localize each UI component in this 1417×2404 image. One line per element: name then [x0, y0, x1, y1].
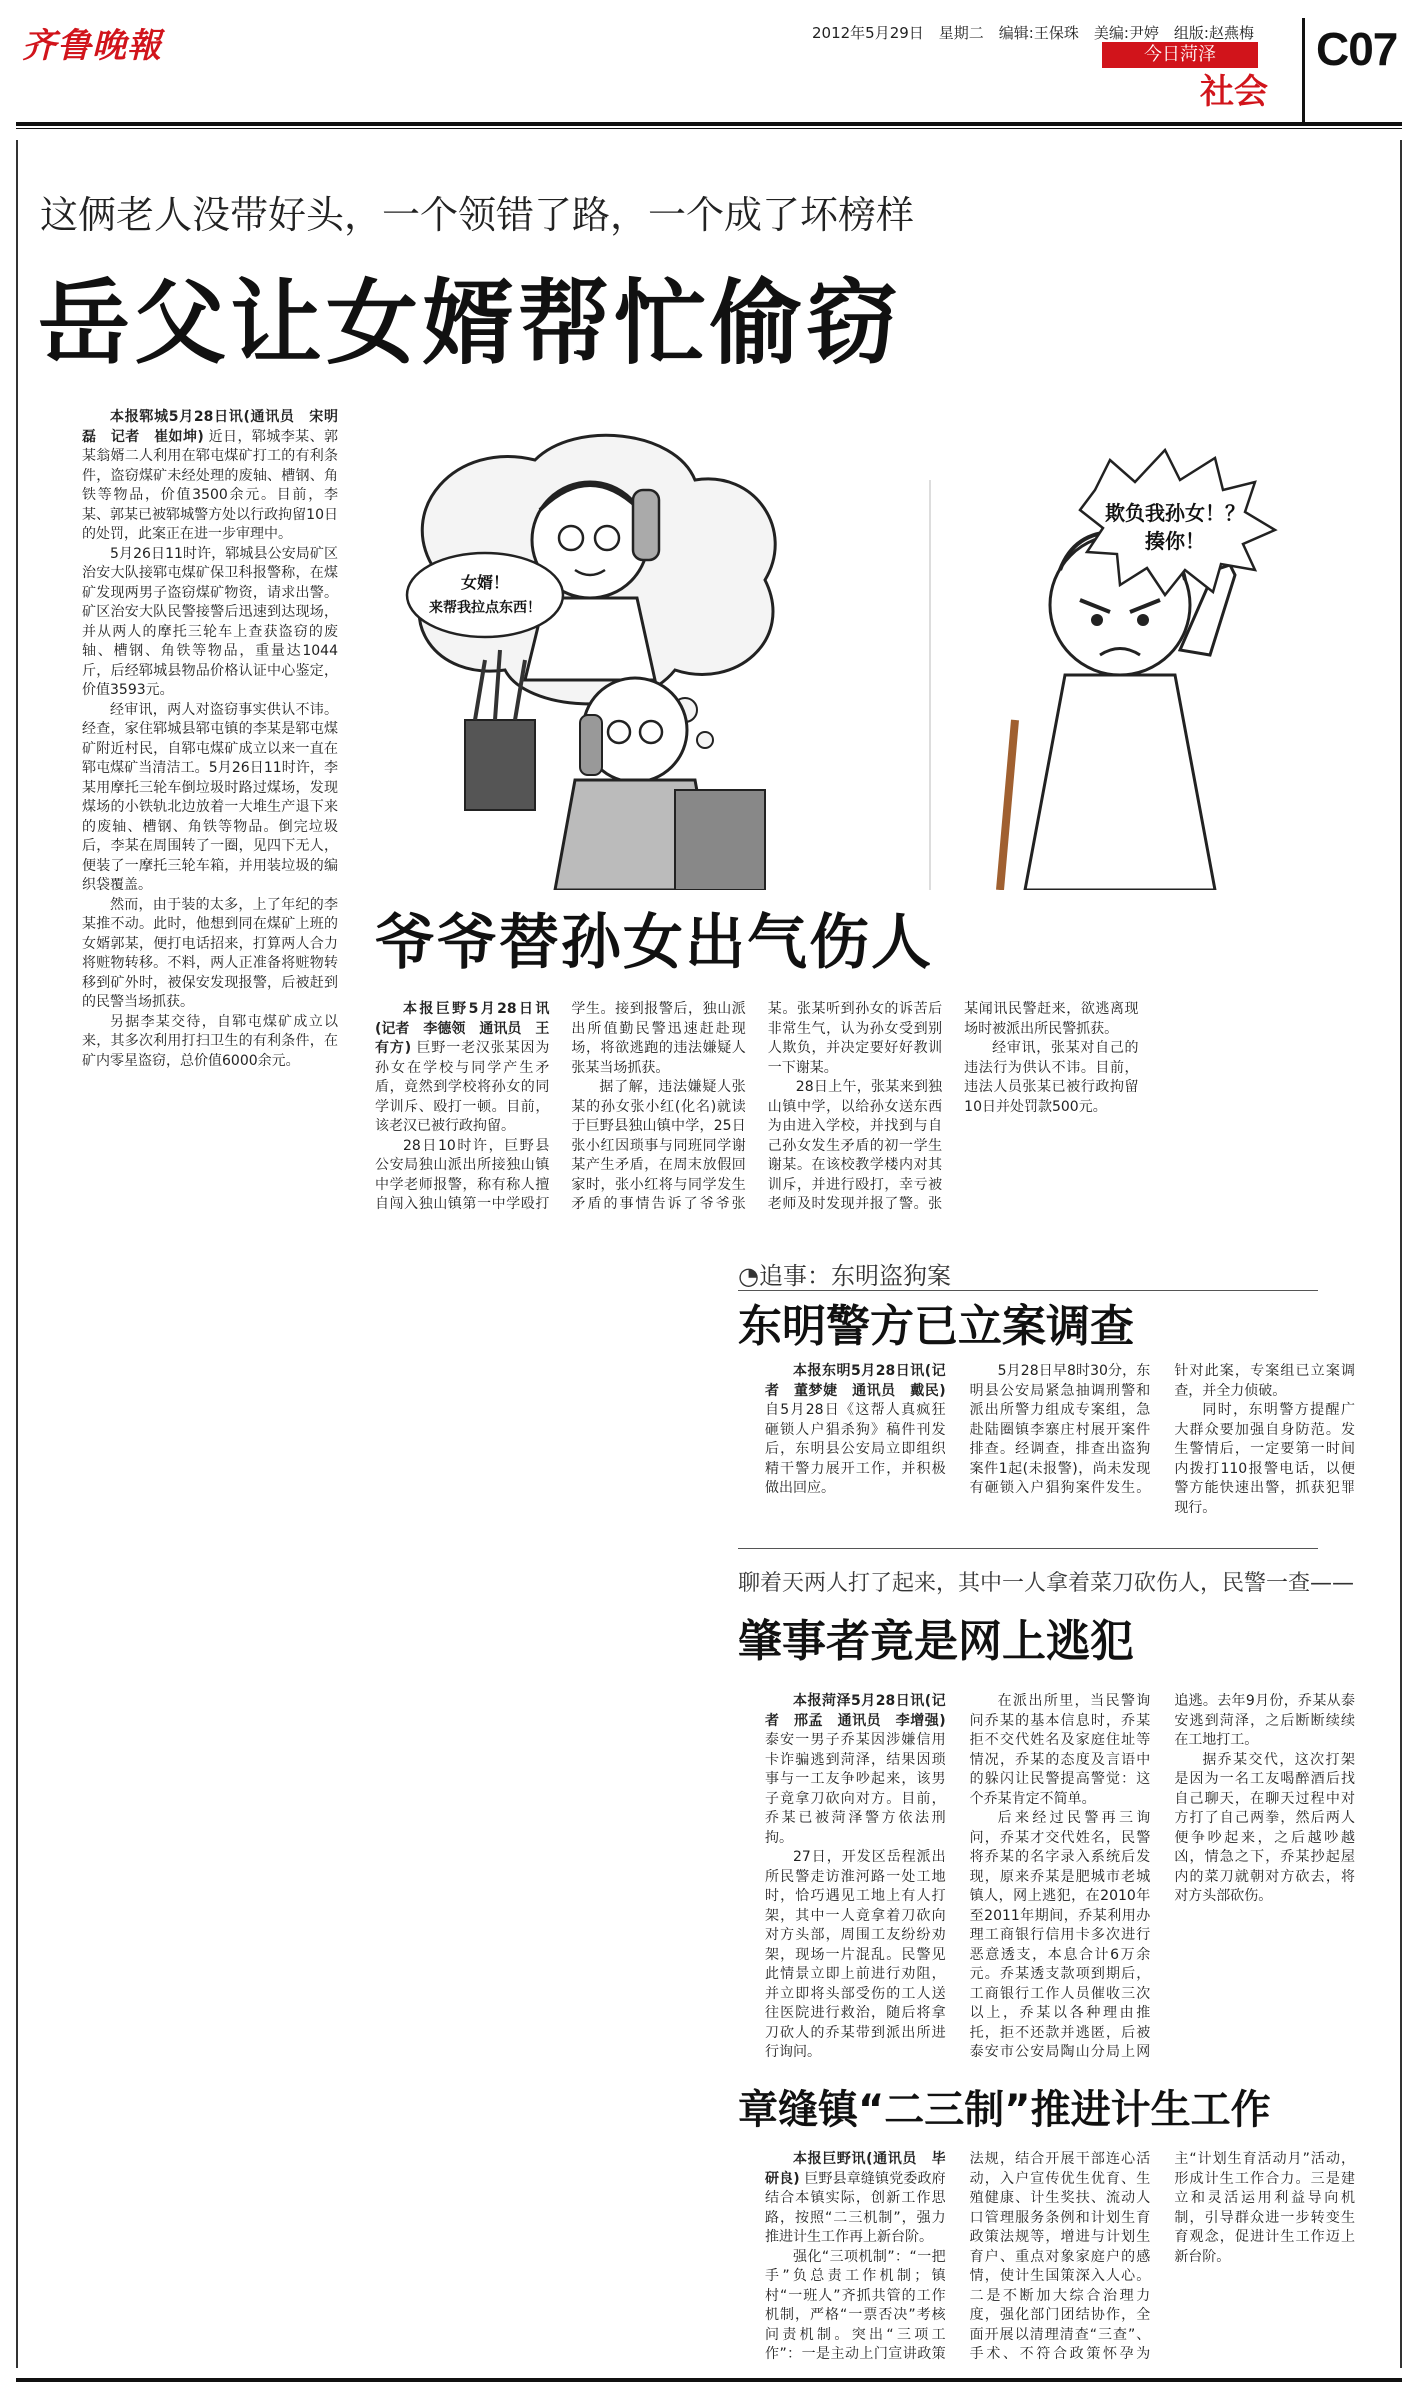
story1-body — [82, 408, 338, 1071]
story3-dateline: 本报东明5月28日讯(记者 董梦婕 通讯员 戴民) — [765, 1363, 946, 1399]
story1-kicker: 这俩老人没带好头，一个领错了路，一个成了坏榜样 — [40, 193, 915, 237]
story2-p2: 28日10时许，巨野县公安局独山派出所接独山镇中学老师报警，称有称人擅自闯入独山镇第一中学殴打学生。接到报警后，独山派出所值勤民警迅速赶赴现场，将欲逃跑的违法嫌疑人张某当场抓获。 — [375, 1001, 746, 1212]
frame-left — [16, 140, 18, 2368]
story3-body — [765, 1362, 1355, 1537]
story2-p1: 巨野一老汉张某因为孙女在学校与同学产生矛盾，竟然到学校将孙女的同学训斥、殴打一顿。目前，该老汉已被行政拘留。 — [375, 1040, 550, 1134]
cartoon-bubble-right: 欺负我孙女！？ — [1105, 501, 1245, 525]
story2-headline: 爷爷替孙女出气伤人 — [375, 908, 933, 978]
story4-p1: 泰安一男子乔某因涉嫌信用卡诈骗逃到菏泽，结果因琐事与一工友争吵起来，该男子竟拿刀砍向对方。目前，乔某已被菏泽警方依法刑拘。 — [765, 1732, 946, 1846]
top-rule-thin — [16, 128, 1402, 129]
story4-top-rule — [738, 1548, 1318, 1549]
story3-kicker-text: 追事：东明盗狗案 — [758, 1262, 951, 1290]
story4-headline: 肇事者竟是网上逃犯 — [738, 1616, 1134, 1667]
story1-p5: 另据李某交待，自郓屯煤矿成立以来，其多次利用打扫卫生的有利条件，在矿内零星盗窃，总价值6000余元。 — [82, 1013, 338, 1069]
masthead-divider — [1302, 18, 1305, 122]
story4-p4: 后来经过民警再三询问，乔某才交代姓名，民警将乔某的名字录入系统后发现，原来乔某是肥城市老城镇人，网上逃犯，在2010年至2011年期间，乔某利用办理工商银行信用卡多次进行恶意透支，本息合计6万余元。乔某透支款项到期后，工商银行工作人员催收三次以上，乔某以各种理由推托，拒不还款并逃匿，后被泰安市公安局陶山分局上网追逃。去年9月份，乔某从泰安逃到菏泽，之后断断续续在工地打工。 — [969, 1693, 1355, 2060]
story2-p5: 经审讯，张某对自己的违法行为供认不讳。目前，违法人员张某已被行政拘留10日并处罚款500元。 — [964, 1040, 1139, 1115]
section-title: 社会 — [1200, 72, 1268, 112]
story1-p1: 近日，郓城李某、郭某翁婿二人利用在郓屯煤矿打工的有利条件，盗窃煤矿未经处理的废轴、槽钢、角铁等物品，价值3500余元。目前，李某、郭某已被郓城警方处以行政拘留10日的处罚，此案正在进一步审理中。 — [82, 428, 339, 542]
story1-headline: 岳父让女婿帮忙偷窃 — [38, 270, 903, 377]
story3-p3: 同时，东明警方提醒广大群众要加强自身防范。发生警情后，一定要第一时间内拨打110报警电话，以便警方能快速出警，抓获犯罪现行。 — [1174, 1402, 1355, 1516]
story3-p2: 5月28日早8时30分，东明县公安局紧急抽调刑警和派出所警力组成专案组，急赴陆圈镇李寨庄村展开案件排查。经调查，排查出盗狗案件1起(未报警)，尚未发现有砸锁入户猖狗案件发生。针对此案，专案组已立案调查，并全力侦破。 — [969, 1363, 1355, 1496]
story4-kicker: 聊着天两人打了起来，其中一人拿着菜刀砍伤人，民警一查—— — [738, 1571, 1355, 1596]
story1-dateline: 本报郓城5月28日讯(通讯员 宋明磊 记者 崔如坤) — [82, 409, 338, 445]
story4-p5: 据乔某交代，这次打架是因为一名工友喝醉酒后找自己聊天，在聊天过程中对方打了自己两拳，然后两人便争吵起来，之后越吵越凶，情急之下，乔某抄起屋内的菜刀就朝对方砍去，将对方头部砍伤。 — [1174, 1751, 1355, 1904]
story5-p1: 巨野县章缝镇党委政府结合本镇实际，创新工作思路，按照“二三机制”，强力推进计生工作再上新台阶。 — [765, 2170, 946, 2245]
story3-p1: 自5月28日《这帮人真疯狂 砸锁人户猖杀狗》稿件刊发后，东明县公安局立即组织精干警力展开工作，并积极做出回应。 — [765, 1402, 960, 1496]
cartoon-illustration — [375, 420, 1400, 890]
story1-p4: 然而，由于装的太多，上了年纪的李某推不动。此时，他想到同在煤矿上班的女婿郭某，便打电话招来，打算两人合力将赃物转移。不料，两人正准备将赃物转移到矿外时，被保安发现报警，后被赶到的民警当场抓获。 — [82, 896, 338, 1010]
story5-dateline: 本报巨野讯(通讯员 毕研良) — [765, 2151, 946, 2187]
story4-dateline: 本报菏泽5月28日讯(记者 邢孟 通讯员 李增强) — [765, 1693, 946, 1729]
clock-icon: ◔ — [738, 1262, 759, 1290]
story3-kicker — [738, 1256, 951, 1291]
top-rule — [16, 122, 1402, 126]
cartoon-bubble-left-line2: 来帮我拉点东西！ — [429, 600, 541, 616]
story5-body — [765, 2150, 1355, 2370]
page-number: C07 — [1316, 23, 1398, 75]
story4-p2: 27日，开发区岳程派出所民警走访淮河路一处工地时，恰巧遇见工地上有人打架，其中一人竟拿着刀砍向对方头部，周围工友纷纷劝架，现场一片混乱。民警见此情景立即上前进行劝阻，并立即将头部受伤的工人送往医院进行救治，随后将拿刀砍人的乔某带到派出所进行询问。 — [765, 1849, 946, 2060]
region-label: 今日菏泽 — [1102, 42, 1258, 68]
story2-p4: 28日上午，张某来到独山镇中学，以给孙女送东西为由进入学校，并找到与自己孙女发生矛盾的初一学生谢某。在该校教学楼内对其训斥，并进行殴打，幸亏被老师及时发现并报了警。张某闻讯民警赶来，欲逃离现场时被派出所民警抓获。 — [767, 1001, 1139, 1212]
cartoon-bubble-right-line2: 揍你！ — [1145, 529, 1205, 553]
story5-headline: 章缝镇“二三制”推进计生工作 — [738, 2087, 1271, 2133]
story1-p2: 5月26日11时许，郓城县公安局矿区治安大队接郓屯煤矿保卫科报警称，在煤矿发现两男子盗窃煤矿物资，请求出警。矿区治安大队民警接警后迅速到达现场，并从两人的摩托三轮车上查获盗窃的废轴、槽钢、角铁等物品，重量达1044斤，后经郓城县物品价格认证中心鉴定，价值3593元。 — [82, 545, 338, 698]
story2-dateline: 本报巨野5月28日讯(记者 李德领 通讯员 王有方) — [375, 1001, 550, 1056]
cartoon-bubble-left: 女婿！ — [460, 573, 510, 592]
story2-body — [375, 1000, 1335, 1230]
story1-p3: 经审讯，两人对盗窃事实供认不讳。经查，家住郓城县郓屯镇的李某是郓屯煤矿附近村民，自郓屯煤矿成立以来一直在郓屯煤矿当清洁工。5月26日11时许，李某用摩托三轮车倒垃圾时路过煤场，发现煤场的小铁轨北边放着一大堆生产退下来的废轴、槽钢、角铁等物品。倒完垃圾后，李某在周围转了一圈，见四下无人，便装了一摩托三轮车箱，并用装垃圾的编织袋覆盖。 — [82, 701, 338, 893]
story5-p2: 强化“三项机制”：“一把手”负总责工作机制；镇村“一班人”齐抓共管的工作机制，严格“一票否决”考核问责机制。突出“三项工作”：一是主动上门宣讲政策法规，结合开展干部连心活动，入户宣传优生优育、生殖健康、计生奖扶、流动人口管理服务条例和计划生育政策法规等，增进与计划生育户、重点对象家庭户的感情，使计生国策深入人心。二是不断加大综合治理力度，强化部门团结协作，全面开展以清理清查“三查”、手术、不符合政策怀孕为主“计划生育活动月”活动，形成计生工作合力。三是建立和灵活运用利益导向机制，引导群众进一步转变生育观念，促进计生工作迈上新台阶。 — [765, 2151, 1355, 2362]
frame-right — [1400, 140, 1402, 2368]
story3-headline: 东明警方已立案调查 — [738, 1301, 1134, 1352]
issue-info: 2012年5月29日 星期二 编辑:王保珠 美编:尹婷 组版:赵燕梅 — [812, 24, 1254, 42]
story4-p3: 在派出所里，当民警询问乔某的基本信息时，乔某拒不交代姓名及家庭住址等情况，乔某的态度及言语中的躲闪让民警提高警觉：这个乔某肯定不简单。 — [969, 1693, 1151, 1807]
story2-p3: 据了解，违法嫌疑人张某的孙女张小红(化名)就读于巨野县独山镇中学，25日张小红因琐事与同班同学谢某产生矛盾，在周末放假回家时，张小红将与同学发生矛盾的事情告诉了爷爷张某。张某听到孙女的诉苦后非常生气，认为孙女受到别人欺负，并决定要好好教训一下谢某。 — [571, 1001, 943, 1212]
bottom-rule — [16, 2378, 1402, 2382]
story4-body — [765, 1692, 1355, 2072]
newspaper-logo: 齐鲁晚報 — [22, 26, 162, 66]
